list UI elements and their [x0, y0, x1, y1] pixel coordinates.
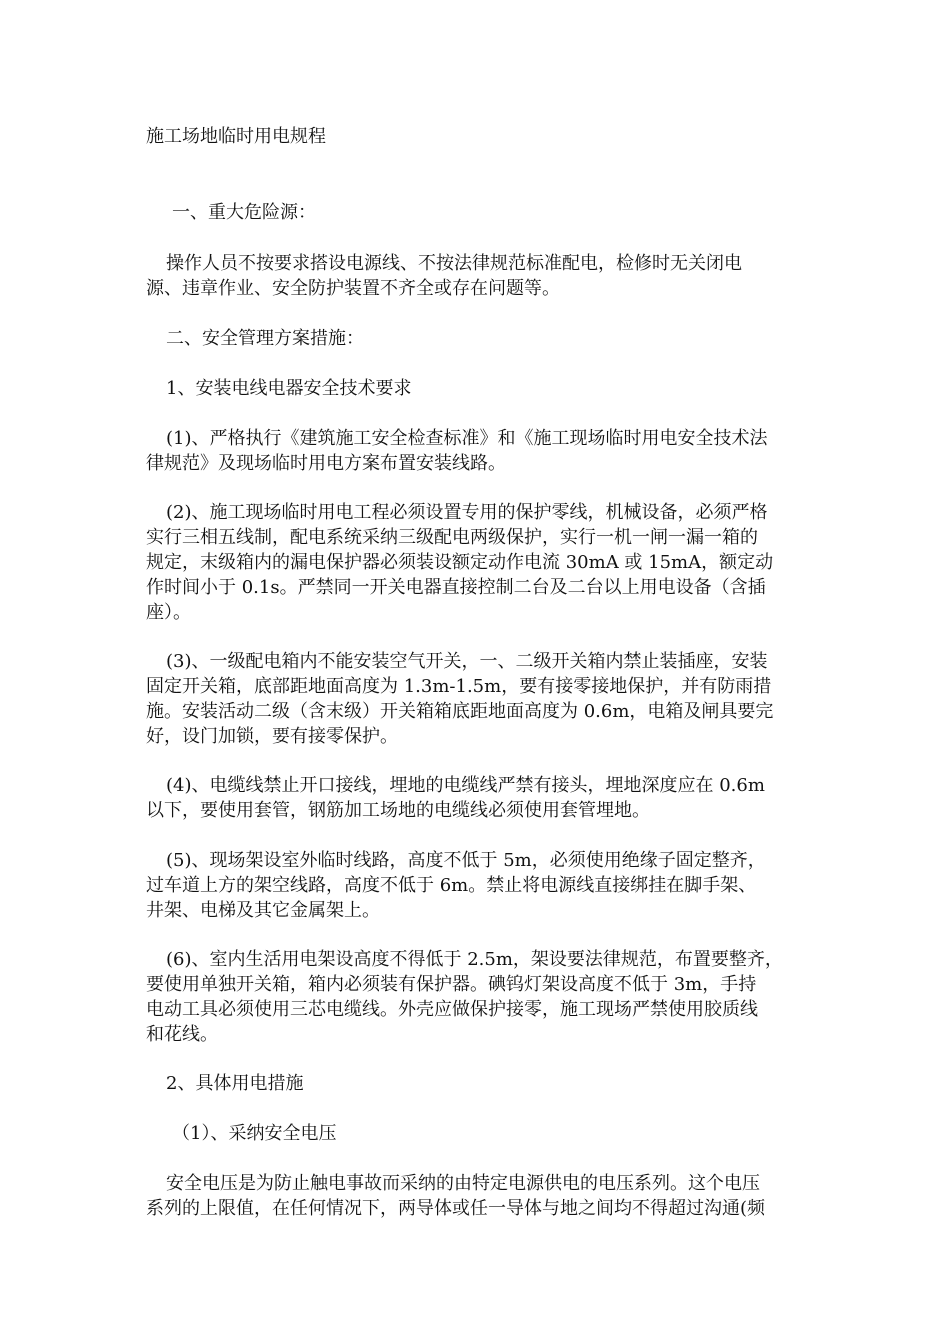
paragraph-line: 规定，末级箱内的漏电保护器必须装设额定动作电流 30mA 或 15mA，额定动	[146, 552, 774, 573]
paragraph-line: 操作人员不按要求搭设电源线、不按法律规范标准配电，检修时无关闭电	[166, 253, 742, 274]
paragraph-line: 源、违章作业、安全防护装置不齐全或存在问题等。	[146, 278, 560, 299]
paragraph-line: 律规范》及现场临时用电方案布置安装线路。	[146, 453, 506, 474]
paragraph-line: 以下，要使用套管，钢筋加工场地的电缆线必须使用套管埋地。	[146, 800, 650, 821]
paragraph-line: 固定开关箱，底部距地面高度为 1.3m-1.5m，要有接零接地保护，并有防雨措	[146, 676, 772, 697]
paragraph-line: (5)、现场架设室外临时线路，高度不低于 5m，必须使用绝缘子固定整齐，	[166, 850, 766, 871]
paragraph-line: 好，设门加锁，要有接零保护。	[146, 726, 398, 747]
paragraph-line: (2)、施工现场临时用电工程必须设置专用的保护零线，机械设备，必须严格	[166, 502, 768, 523]
subsection-heading: 1、安装电线电器安全技术要求	[166, 378, 412, 399]
section-heading: 二、安全管理方案措施：	[166, 328, 364, 349]
section-heading: 一、重大危险源：	[172, 202, 316, 223]
paragraph-line: 井架、电梯及其它金属架上。	[146, 900, 380, 921]
paragraph-line: 要使用单独开关箱，箱内必须装有保护器。碘钨灯架设高度不低于 3m，手持	[146, 974, 757, 995]
paragraph-line: 座）。	[146, 602, 191, 623]
paragraph-line: 作时间小于 0.1s。严禁同一开关电器直接控制二台及二台以上用电设备（含插	[146, 577, 766, 598]
paragraph-line: 和花线。	[146, 1024, 218, 1045]
paragraph-line: (1)、严格执行《建筑施工安全检查标准》和《施工现场临时用电安全技术法	[166, 428, 768, 449]
paragraph-line: 系列的上限值，在任何情况下，两导体或任一导体与地之间均不得超过沟通(频	[146, 1198, 766, 1219]
subsection-heading: （1）、采纳安全电压	[172, 1123, 337, 1144]
paragraph-line: 实行三相五线制，配电系统采纳三级配电两级保护，实行一机一闸一漏一箱的	[146, 527, 758, 548]
paragraph-line: 安全电压是为防止触电事故而采纳的由特定电源供电的电压系列。这个电压	[166, 1173, 760, 1194]
paragraph-line: 电动工具必须使用三芯电缆线。外壳应做保护接零，施工现场严禁使用胶质线	[146, 999, 758, 1020]
subsection-heading: 2、具体用电措施	[166, 1073, 304, 1094]
paragraph-line: (3)、一级配电箱内不能安装空气开关，一、二级开关箱内禁止装插座，安装	[166, 651, 768, 672]
paragraph-line: 过车道上方的架空线路，高度不低于 6m。禁止将电源线直接绑挂在脚手架、	[146, 875, 757, 896]
paragraph-line: (6)、室内生活用电架设高度不得低于 2.5m，架设要法律规范，布置要整齐，	[166, 949, 783, 970]
paragraph-line: 施。安装活动二级（含末级）开关箱箱底距地面高度为 0.6m，电箱及闸具要完	[146, 701, 774, 722]
paragraph-line: (4)、电缆线禁止开口接线，埋地的电缆线严禁有接头，埋地深度应在 0.6m	[166, 775, 765, 796]
document-title: 施工场地临时用电规程	[146, 126, 326, 147]
